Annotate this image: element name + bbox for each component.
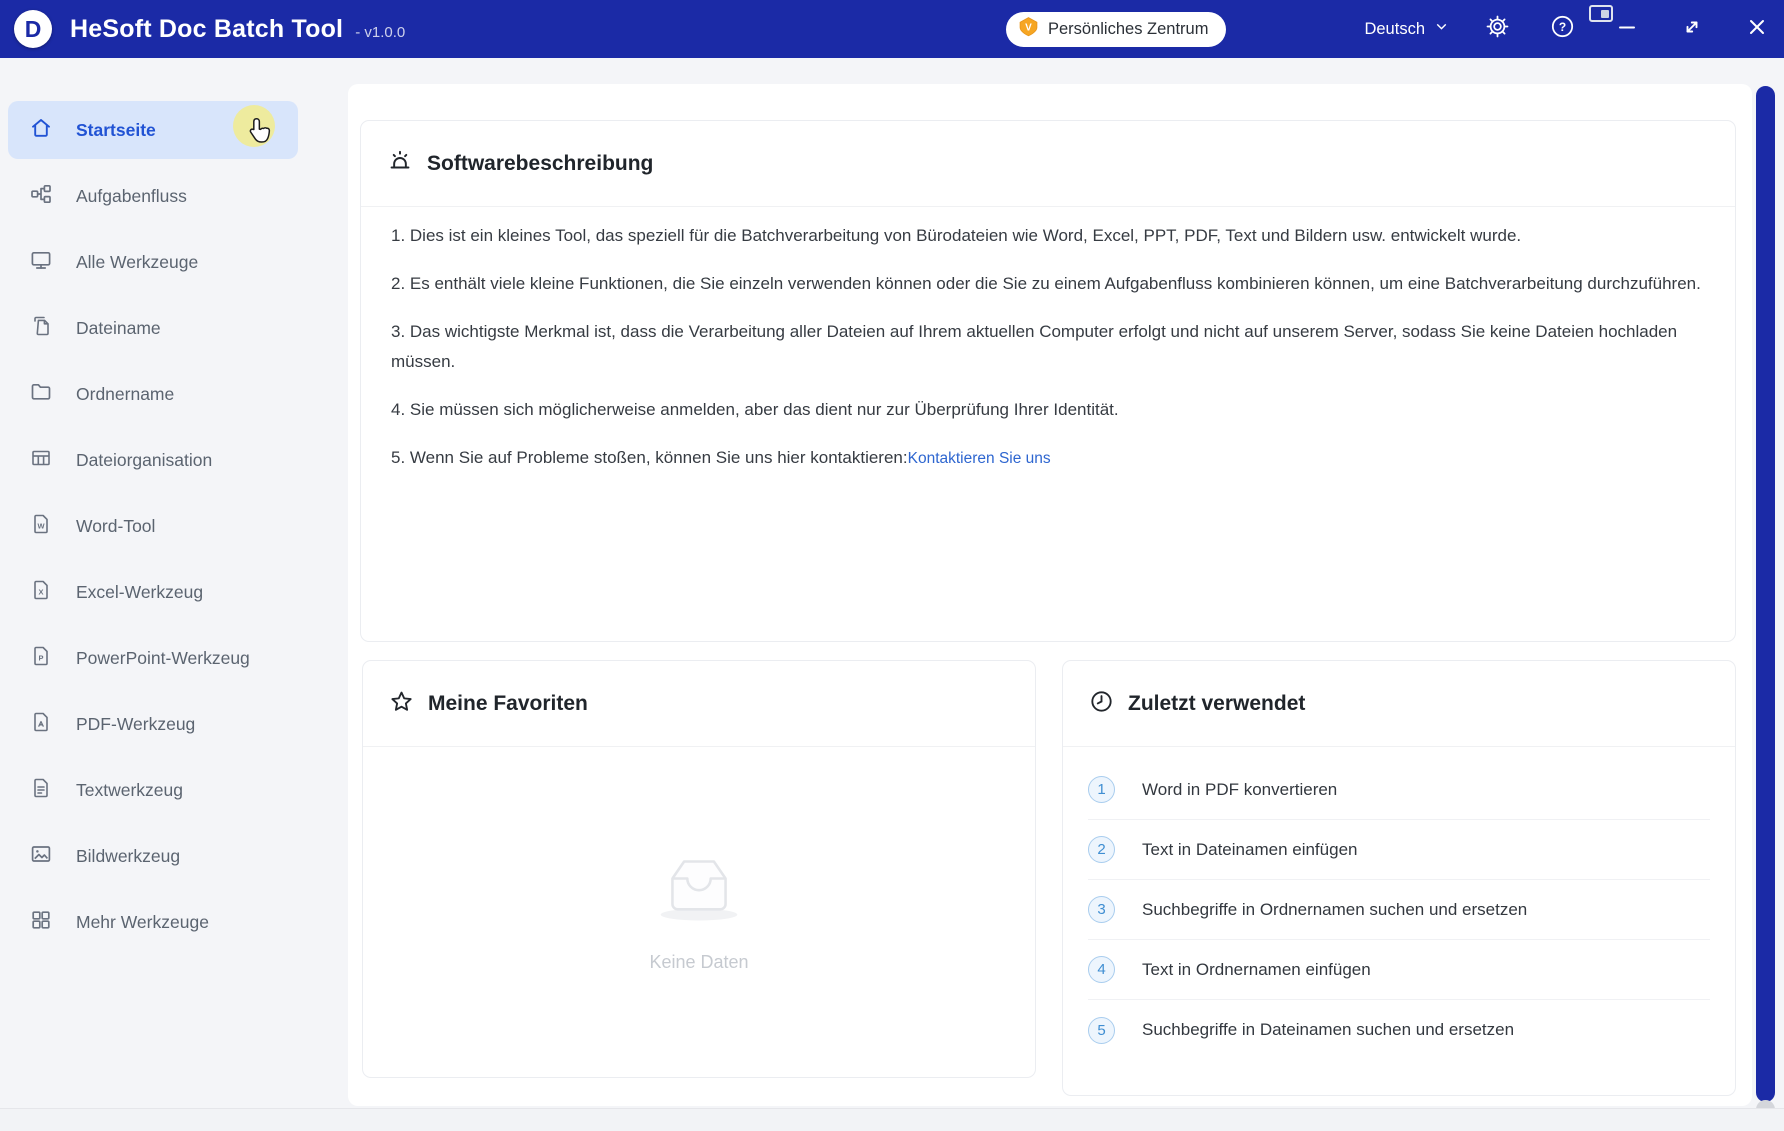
empty-inbox-icon — [657, 908, 741, 925]
sidebar-item-label: Alle Werkzeuge — [76, 251, 199, 272]
maximize-icon — [1680, 15, 1704, 44]
ime-indicator-icon — [1589, 5, 1613, 22]
app-title: HeSoft Doc Batch Tool — [70, 14, 344, 43]
favorites-empty-label: Keine Daten — [649, 952, 749, 972]
gear-icon — [1485, 14, 1510, 44]
favorites-title: Meine Favoriten — [428, 691, 588, 715]
svg-text:P: P — [38, 652, 44, 662]
image-icon — [29, 842, 53, 871]
description-paragraph-4: 4. Sie müssen sich möglicherweise anmelden, aber das dient nur zur Überprüfung Ihrer Identität. — [391, 400, 1119, 419]
language-selector[interactable] — [1364, 18, 1450, 40]
recent-item-2[interactable] — [1088, 820, 1710, 880]
recent-item-label: Suchbegriffe in Dateinamen suchen und ersetzen — [1142, 1020, 1515, 1039]
recent-item-number: 3 — [1088, 896, 1115, 923]
vip-badge-icon — [1018, 16, 1039, 42]
favorites-header — [363, 661, 1035, 747]
sidebar-item-label: Mehr Werkzeuge — [76, 911, 209, 932]
sidebar-item-label: Ordnername — [76, 383, 175, 404]
workflow-icon — [29, 182, 53, 211]
sidebar-item-powerpoint-werkzeug[interactable] — [8, 629, 298, 687]
personal-center-button[interactable] — [1006, 12, 1226, 47]
sidebar — [0, 58, 306, 1108]
sidebar-item-word-tool[interactable] — [8, 497, 298, 555]
recently-used-title: Zuletzt verwendet — [1128, 691, 1306, 715]
svg-text:W: W — [37, 520, 45, 530]
vertical-scrollbar-thumb[interactable] — [1756, 86, 1775, 1102]
sidebar-item-label: PDF-Werkzeug — [76, 713, 196, 734]
sidebar-item-label: Bildwerkzeug — [76, 845, 181, 866]
maximize-button[interactable] — [1679, 16, 1705, 42]
personal-center-label: Persönliches Zentrum — [1047, 19, 1209, 38]
recently-used-header — [1063, 661, 1735, 747]
language-label: Deutsch — [1364, 19, 1425, 38]
pdf-doc-icon — [29, 710, 53, 739]
recent-item-label: Suchbegriffe in Ordnernamen suchen und ersetzen — [1142, 899, 1528, 919]
favorites-empty-state — [363, 853, 1035, 973]
recent-item-number: 2 — [1088, 836, 1115, 863]
recent-item-label: Word in PDF konvertieren — [1142, 779, 1338, 799]
description-paragraph-5 — [391, 443, 1705, 474]
sidebar-item-label: Dateiorganisation — [76, 449, 213, 470]
description-paragraph-2: 2. Es enthält viele kleine Funktionen, die Sie einzeln verwenden können oder die Sie zu einem Aufgabenfluss kombinieren können, um eine Batchverarbeitung durchzuführen. — [391, 274, 1701, 293]
recent-item-4[interactable] — [1088, 940, 1710, 1000]
software-description-header — [361, 121, 1735, 207]
svg-text:X: X — [38, 586, 44, 596]
sidebar-item-label: Textwerkzeug — [76, 779, 183, 800]
star-icon — [389, 689, 414, 719]
software-description-title: Softwarebeschreibung — [427, 151, 654, 175]
contact-us-link[interactable]: Kontaktieren Sie uns — [907, 450, 1051, 467]
recent-item-1[interactable] — [1088, 760, 1710, 820]
app-logo — [14, 10, 52, 48]
minimize-icon — [1615, 15, 1639, 44]
sidebar-item-excel-werkzeug[interactable] — [8, 563, 298, 621]
sidebar-item-label: Excel-Werkzeug — [76, 581, 204, 602]
svg-text:V: V — [1025, 22, 1032, 34]
help-button[interactable] — [1549, 16, 1575, 42]
sidebar-item-aufgabenfluss[interactable] — [8, 167, 298, 225]
sidebar-item-label: Word-Tool — [76, 515, 156, 536]
titlebar — [0, 0, 1784, 58]
close-button[interactable] — [1744, 16, 1770, 42]
recent-item-3[interactable] — [1088, 880, 1710, 940]
home-icon — [29, 116, 53, 145]
recently-used-list — [1063, 747, 1735, 1060]
sidebar-item-label: Aufgabenfluss — [76, 185, 187, 206]
window-bottom-strip — [0, 1108, 1784, 1131]
app-version: - v1.0.0 — [355, 24, 406, 41]
recent-item-number: 4 — [1088, 956, 1115, 983]
sidebar-item-label: Dateiname — [76, 317, 161, 338]
alarm-icon — [387, 148, 413, 179]
contact-text: 5. Wenn Sie auf Probleme stoßen, können Sie uns hier kontaktieren: — [391, 448, 908, 467]
settings-button[interactable] — [1484, 16, 1510, 42]
recent-item-label: Text in Dateinamen einfügen — [1142, 839, 1358, 859]
recent-item-label: Text in Ordnernamen einfügen — [1142, 959, 1371, 979]
monitor-icon — [29, 248, 53, 277]
favorites-card — [362, 660, 1036, 1078]
clock-icon — [1089, 689, 1114, 719]
help-icon — [1550, 14, 1575, 44]
table-icon — [29, 446, 53, 475]
sidebar-item-label: Startseite — [76, 119, 156, 140]
folder-icon — [29, 380, 53, 409]
word-doc-icon — [29, 512, 53, 541]
sidebar-item-mehr-werkzeuge[interactable] — [8, 893, 298, 951]
recent-item-5[interactable] — [1088, 1000, 1710, 1060]
sidebar-item-pdf-werkzeug[interactable] — [8, 695, 298, 753]
sidebar-item-startseite[interactable] — [8, 101, 298, 159]
sidebar-item-dateiname[interactable] — [8, 299, 298, 357]
grid-icon — [29, 908, 53, 937]
svg-text:?: ? — [1558, 19, 1566, 34]
description-paragraph-3: 3. Das wichtigste Merkmal ist, dass die Verarbeitung aller Dateien auf Ihrem aktuellen Computer erfolgt und nicht auf unserem Server, sodass Sie keine Dateien hochladen müssen. — [391, 322, 1678, 371]
sidebar-item-textwerkzeug[interactable] — [8, 761, 298, 819]
description-paragraph-1: 1. Dies ist ein kleines Tool, das speziell für die Batchverarbeitung von Bürodateien wie Word, Excel, PPT, PDF, Text und Bildern usw. entwickelt wurde. — [391, 226, 1522, 245]
recently-used-card — [1062, 660, 1736, 1096]
main-panel — [348, 84, 1752, 1106]
file-copy-icon — [29, 314, 53, 343]
excel-doc-icon — [29, 578, 53, 607]
close-icon — [1745, 15, 1769, 44]
software-description-card — [360, 120, 1736, 642]
sidebar-item-alle-werkzeuge[interactable] — [8, 233, 298, 291]
titlebar-right-cluster — [1006, 12, 1774, 47]
software-description-body — [361, 207, 1735, 474]
text-doc-icon — [29, 776, 53, 805]
sidebar-item-dateiorganisation[interactable] — [8, 431, 298, 489]
chevron-down-icon — [1433, 18, 1450, 40]
sidebar-item-ordnername[interactable] — [8, 365, 298, 423]
sidebar-item-bildwerkzeug[interactable] — [8, 827, 298, 885]
logo-letter: D — [24, 15, 42, 42]
sidebar-item-label: PowerPoint-Werkzeug — [76, 647, 250, 668]
recent-item-number: 5 — [1088, 1017, 1115, 1044]
ppt-doc-icon — [29, 644, 53, 673]
recent-item-number: 1 — [1088, 776, 1115, 803]
minimize-button[interactable] — [1614, 16, 1640, 42]
